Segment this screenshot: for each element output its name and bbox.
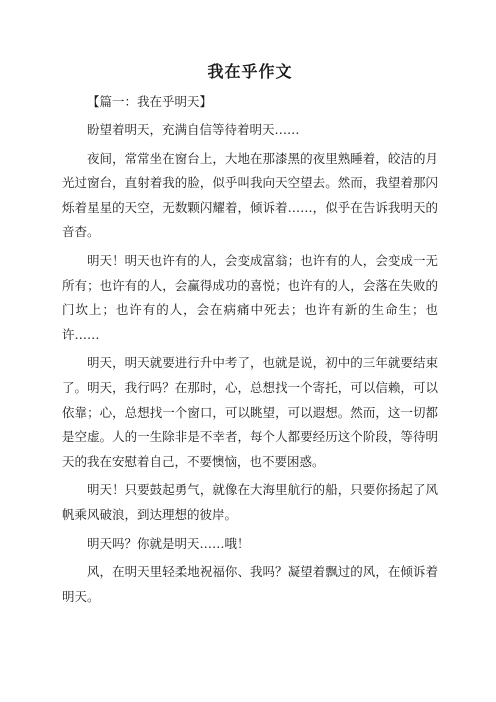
document-title: 我在乎作文 [207,62,293,81]
paragraph-5: 明天！只要鼓起勇气，就像在大海里航行的船，只要你扬起了风帆乘风破浪，到达理想的彼岸。 [62,482,438,522]
paragraph-2: 夜间，常常坐在窗台上，大地在那漆黑的夜里熟睡着，皎洁的月光过窗台，直射着我的脸，似乎叫我向天空望去。然而，我望着那闪烁着星星的天空，无数颗闪耀着，倾诉着……，似乎在告诉我明天的音杳。 [62,150,438,240]
paragraph-7: 风，在明天里轻柔地祝福你、我吗？凝望着飘过的风，在倾诉着明天。 [62,564,438,604]
paragraph-4: 明天，明天就要进行升中考了，也就是说，初中的三年就要结束了。明天，我行吗？在那时，心，总想找一个寄托，可以信赖，可以依靠；心，总想找一个窗口，可以眺望，可以遐想。然而，这一切都是空虚。人的一生除非是不幸者，每个人都要经历这个阶段，等待明天的我在安慰着自己，不要懊恼，也不要困惑。 [62,355,438,469]
paragraph-6: 明天吗？你就是明天……哦！ [87,535,250,551]
section-heading: 【篇一：我在乎明天】 [87,94,213,109]
paragraph-1: 盼望着明天，充满自信等待着明天…… [87,122,300,137]
paragraph-3: 明天！明天也许有的人，会变成富翁；也许有的人，会变成一无所有；也许有的人，会赢得成功的喜悦；也许有的人，会落在失败的门坎上；也许有的人，会在病痛中死去；也许有新的生命生；也许…… [62,252,438,342]
